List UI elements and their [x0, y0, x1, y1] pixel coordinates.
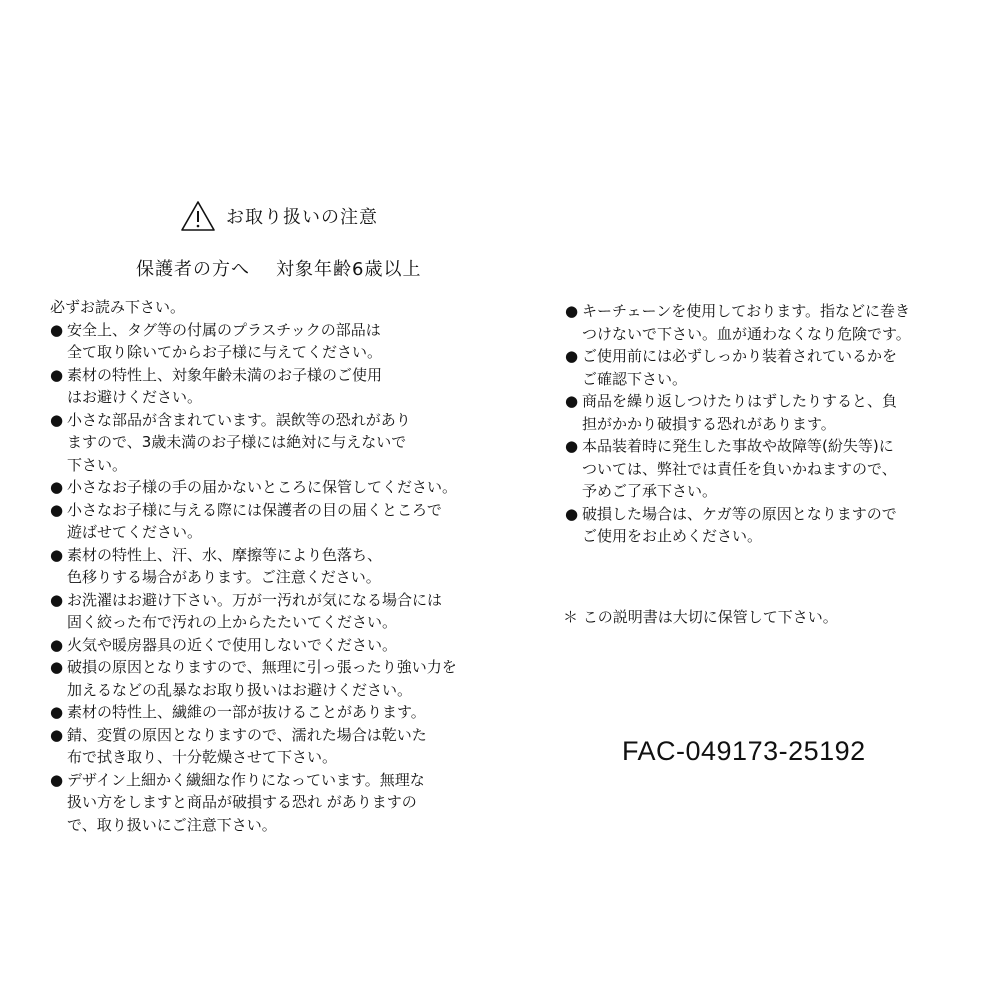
bullet-icon: ●: [565, 347, 579, 365]
precaution-line: [50, 769, 480, 792]
precaution-item: [50, 656, 480, 701]
bullet-icon: ●: [50, 320, 64, 339]
precaution-line: [50, 589, 480, 612]
precaution-text: 素材の特性上、汗、水、摩擦等により色落ち、: [67, 545, 383, 564]
precaution-text: 小さな部品が含まれています。誤飲等の恐れがあり: [67, 410, 411, 429]
precaution-continuation: ご使用をお止めください。: [582, 527, 763, 545]
bullet-icon: ●: [50, 725, 64, 744]
precaution-line: [565, 300, 985, 323]
precaution-text: お洗濯はお避け下さい。万が一汚れが気になる場合には: [67, 590, 443, 609]
precaution-text: 火気や暖房器具の近くで使用しないでください。: [67, 635, 398, 654]
title-row: [180, 200, 378, 232]
precaution-continuation: 固く絞った布で汚れの上からたたいてください。: [67, 613, 398, 631]
right-precautions: [565, 300, 985, 548]
bullet-icon: ●: [50, 703, 64, 721]
precaution-item: [50, 589, 480, 634]
age-range-label: 対象年齢6歳以上: [276, 259, 422, 280]
bullet-icon: ●: [50, 500, 64, 519]
precaution-text: キーチェーンを使用しております。指などに巻き: [582, 302, 911, 320]
precaution-continuation: で、取り扱いにご注意下さい。: [67, 815, 277, 834]
precaution-line: [50, 544, 480, 567]
bullet-icon: ●: [50, 635, 64, 654]
left-precautions: [50, 296, 480, 836]
precaution-item: [50, 364, 480, 409]
precaution-continuation: 布で拭き取り、十分乾燥させて下さい。: [67, 748, 338, 766]
precaution-text: 素材の特性上、対象年齢未満のお子様のご使用: [67, 365, 383, 384]
precaution-text: 小さなお子様に与える際には保護者の目の届くところで: [67, 500, 442, 519]
bullet-icon: ●: [50, 770, 64, 789]
precaution-item: [50, 634, 480, 657]
bullet-icon: ●: [565, 392, 579, 410]
precaution-continuation: ついては、弊社では責任を負いかねますので、: [582, 459, 897, 478]
precaution-item: [50, 319, 480, 364]
precaution-line: [565, 503, 985, 526]
precaution-continuation: 担がかかり破損する恐れがあります。: [582, 414, 836, 433]
precaution-text: 素材の特性上、繊維の一部が抜けることがあります。: [67, 703, 426, 721]
precaution-line: [50, 319, 480, 342]
precaution-line: [50, 364, 480, 387]
bullet-icon: ●: [565, 302, 579, 320]
bullet-icon: ●: [565, 437, 579, 455]
precaution-continuation: ますので、3歳未満のお子様には絶対に与えないで: [67, 433, 407, 451]
bullet-icon: ●: [50, 545, 64, 564]
precaution-item: [50, 409, 480, 477]
precaution-line: [50, 409, 480, 432]
precaution-text: 錆、変質の原因となりますので、濡れた場合は乾いた: [67, 725, 427, 744]
precaution-item: [50, 724, 480, 769]
bullet-icon: ●: [50, 658, 64, 676]
precaution-continuation: はお避けください。: [67, 388, 203, 406]
intro-text: 必ずお読み下さい。: [50, 298, 186, 316]
precaution-text: 破損した場合は、ケガ等の原因となりますので: [582, 504, 897, 523]
precaution-item: [565, 390, 985, 435]
precaution-item: [50, 544, 480, 589]
precaution-line: [50, 701, 480, 724]
bullet-icon: ●: [565, 504, 579, 523]
precaution-continuation: 下さい。: [67, 455, 128, 474]
target-audience: [136, 255, 421, 281]
precaution-item: [565, 435, 985, 503]
precaution-line: [50, 634, 480, 657]
precaution-item: [565, 345, 985, 390]
precaution-continuation: ご確認下さい。: [582, 369, 688, 388]
bullet-icon: ●: [50, 478, 64, 496]
precaution-text: 破損の原因となりますので、無理に引っ張ったり強い力を: [67, 658, 457, 676]
bullet-icon: ●: [50, 365, 64, 384]
precaution-line: [565, 345, 985, 368]
precaution-item: [565, 503, 985, 548]
precaution-item: [50, 769, 480, 837]
precaution-line: [50, 724, 480, 747]
precaution-line: [565, 435, 985, 458]
precaution-continuation: 加えるなどの乱暴なお取り扱いはお避けください。: [67, 680, 413, 699]
precaution-line: [565, 390, 985, 413]
precaution-text: 本品装着時に発生した事故や故障等(紛失等)に: [582, 437, 894, 455]
bullet-icon: ●: [50, 410, 64, 429]
precaution-continuation: 予めご了承下さい。: [582, 482, 718, 500]
page-title: お取り扱いの注意: [226, 207, 378, 228]
precaution-item: [50, 499, 480, 544]
precaution-continuation: 遊ばせてください。: [67, 523, 203, 541]
guardian-label: 保護者の方へ: [136, 259, 250, 280]
precaution-continuation: 扱い方をしますと商品が破損する恐れ がありますの: [67, 793, 417, 811]
precaution-continuation: 色移りする場合があります。ご注意ください。: [67, 568, 381, 586]
precaution-line: [50, 476, 480, 499]
warning-triangle-icon: [180, 200, 216, 232]
precaution-line: [50, 499, 480, 522]
precaution-text: ご使用前には必ずしっかり装着されているかを: [582, 347, 898, 365]
precaution-line: [50, 656, 480, 679]
precaution-continuation: つけないで下さい。血が通わなくなり危険です。: [582, 324, 911, 343]
storage-note: ＊ この説明書は大切に保管して下さい。: [563, 608, 838, 626]
precaution-continuation: 全て取り除いてからお子様に与えてください。: [67, 343, 383, 361]
precaution-item: [50, 476, 480, 499]
bullet-icon: ●: [50, 590, 64, 609]
precaution-text: 安全上、タグ等の付属のプラスチックの部品は: [67, 320, 381, 339]
precaution-text: 小さなお子様の手の届かないところに保管してください。: [67, 478, 458, 496]
precaution-item: [565, 300, 985, 345]
product-code: FAC-049173-25192: [622, 736, 866, 766]
precaution-text: 商品を繰り返しつけたりはずしたりすると、負: [582, 392, 898, 410]
precaution-item: [50, 701, 480, 724]
precaution-text: デザイン上細かく繊細な作りになっています。無理な: [67, 770, 425, 789]
